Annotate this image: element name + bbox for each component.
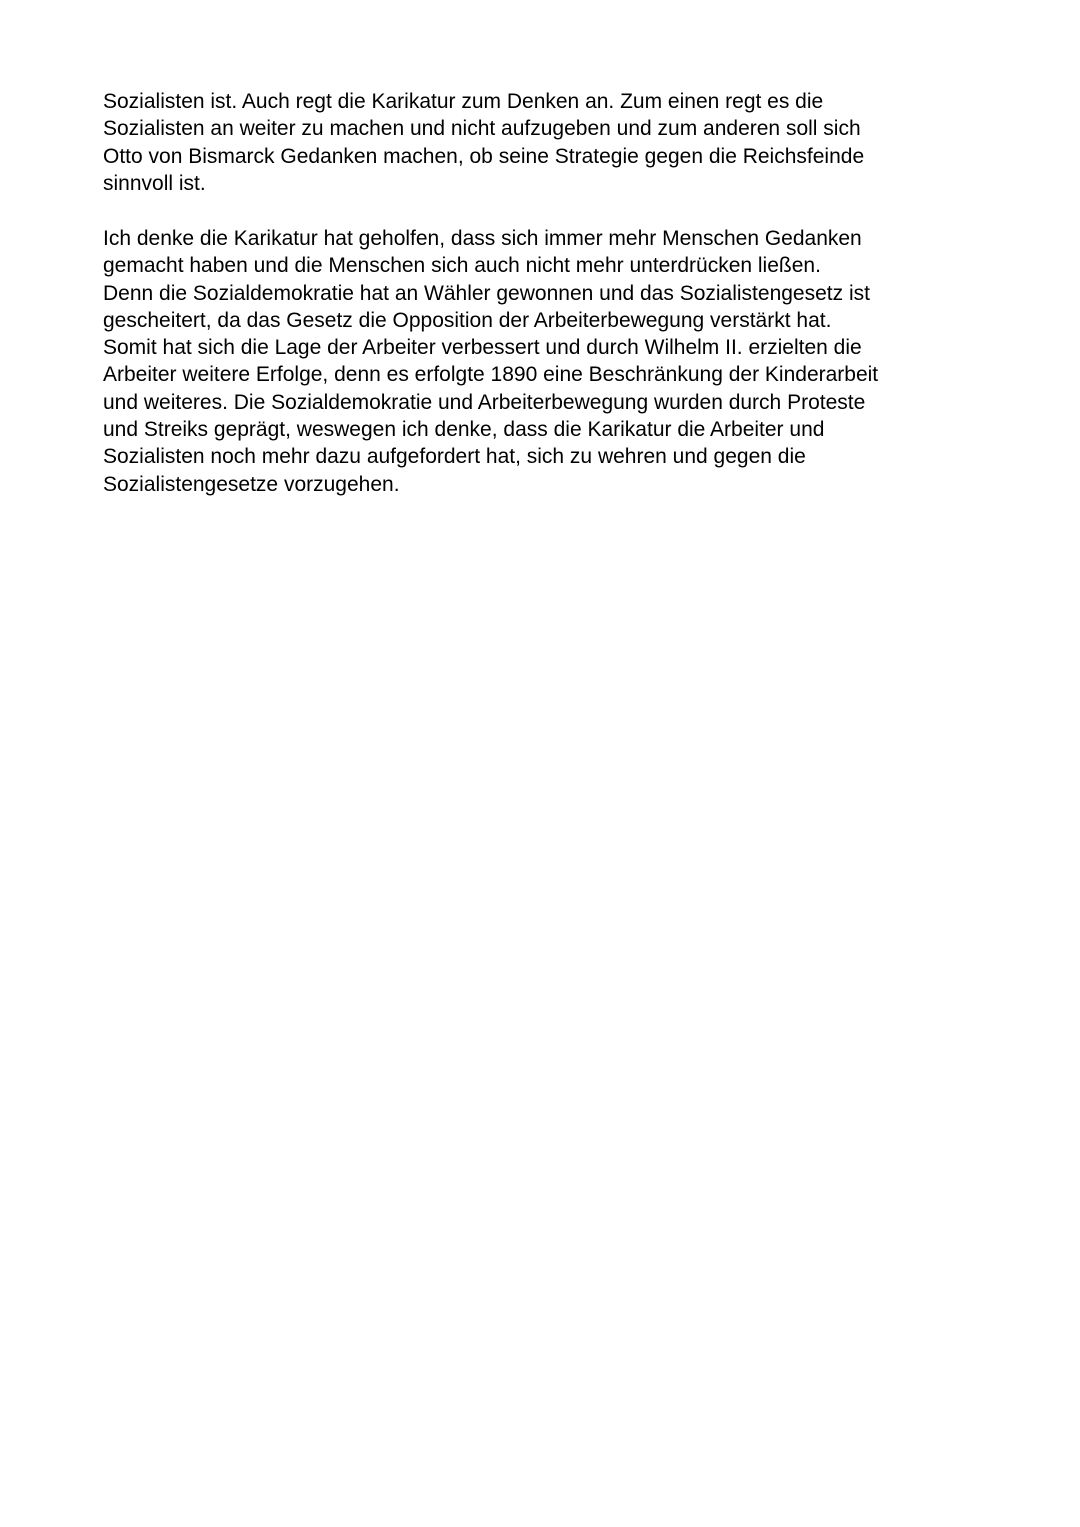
- paragraph-line: gescheitert, da das Gesetz die Opposition der Arbeiterbewegung verstärkt hat.: [103, 308, 832, 332]
- paragraph-line: Sozialisten ist. Auch regt die Karikatur zum Denken an. Zum einen regt es die: [103, 90, 824, 113]
- paragraph-1: [103, 88, 1003, 197]
- paragraph-line: sinnvoll ist.: [103, 171, 206, 195]
- paragraph-2: [103, 225, 1003, 498]
- paragraph-line: Otto von Bismarck Gedanken machen, ob seine Strategie gegen die Reichsfeinde: [103, 144, 865, 168]
- paragraph-line: und Streiks geprägt, weswegen ich denke, dass die Karikatur die Arbeiter und: [103, 418, 825, 442]
- paragraph-line: Sozialisten noch mehr dazu aufgefordert hat, sich zu wehren und gegen die: [103, 445, 806, 469]
- paragraph-line: Sozialisten an weiter zu machen und nicht aufzugeben und zum anderen soll sich: [103, 117, 861, 141]
- paragraph-line: Denn die Sozialdemokratie hat an Wähler gewonnen und das Sozialistengesetz ist: [103, 281, 870, 305]
- paragraph-line: Ich denke die Karikatur hat geholfen, dass sich immer mehr Menschen Gedanken: [103, 227, 862, 250]
- paragraph-line: Sozialistengesetze vorzugehen.: [103, 472, 400, 496]
- paragraph-line: Somit hat sich die Lage der Arbeiter verbessert und durch Wilhelm II. erzielten die: [103, 336, 862, 360]
- paragraph-line: und weiteres. Die Sozialdemokratie und Arbeiterbewegung wurden durch Proteste: [103, 390, 866, 414]
- paragraph-line: Arbeiter weitere Erfolge, denn es erfolgte 1890 eine Beschränkung der Kinderarbeit: [103, 363, 879, 387]
- paragraph-line: gemacht haben und die Menschen sich auch nicht mehr unterdrücken ließen.: [103, 254, 821, 278]
